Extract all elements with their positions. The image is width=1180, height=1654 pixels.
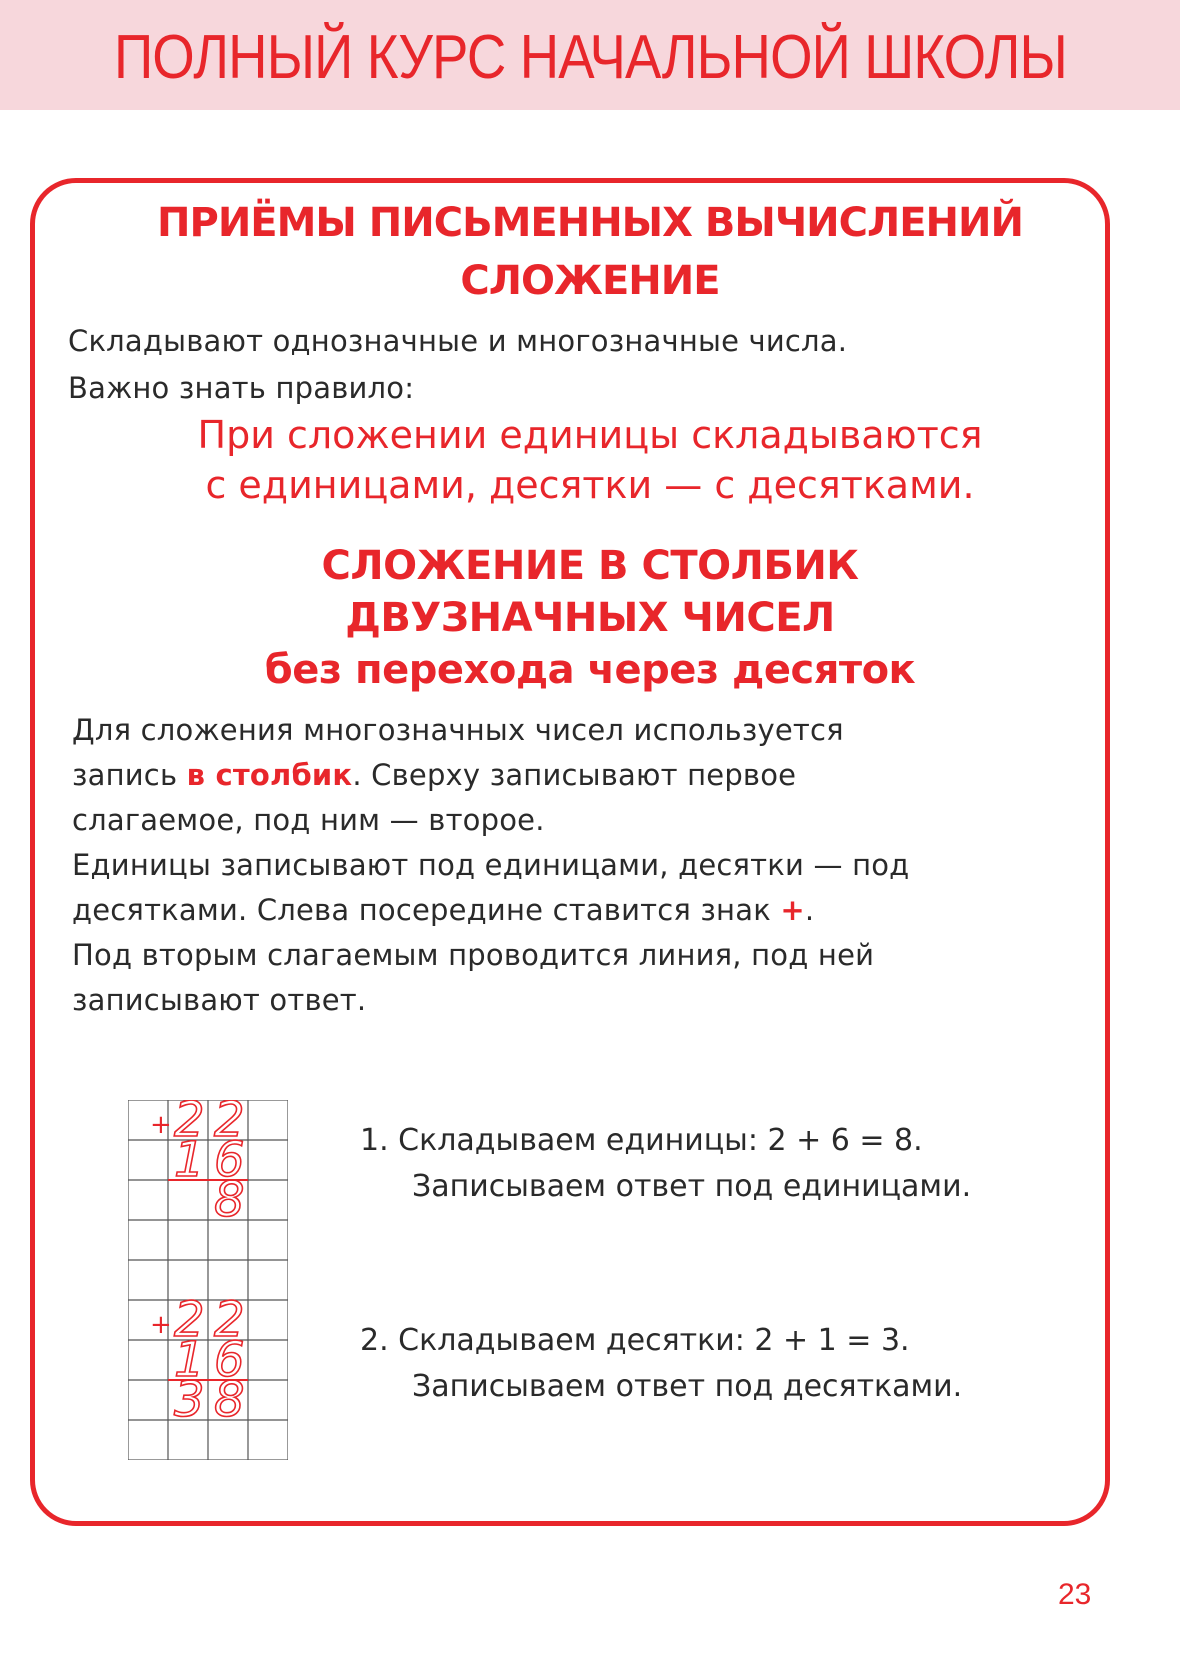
column-term: в столбик bbox=[186, 758, 353, 792]
digit: 8 bbox=[214, 1172, 245, 1228]
step-line: Записываем ответ под единицами. bbox=[412, 1169, 972, 1204]
explanation-line: Единицы записывают под единицами, десятки — под bbox=[72, 848, 910, 882]
plus-sign: + bbox=[150, 1110, 172, 1140]
digit: 3 bbox=[174, 1372, 205, 1428]
section-heading-line: ДВУЗНАЧНЫХ ЧИСЕЛ bbox=[345, 595, 835, 641]
step-1 bbox=[360, 1118, 971, 1210]
explanation-line: слагаемое, под ним — второе. bbox=[72, 803, 545, 837]
explanation-line: Для сложения многозначных чисел используется bbox=[72, 713, 844, 747]
intro-line: Важно знать правило: bbox=[68, 371, 415, 405]
grid-lines bbox=[128, 1100, 288, 1460]
step-line: 2. Складываем десятки: 2 + 1 = 3. bbox=[360, 1323, 910, 1358]
rule-line: с единицами, десятки — с десятками. bbox=[205, 463, 975, 507]
addition-rule bbox=[0, 410, 1180, 510]
digit: 1 bbox=[174, 1332, 205, 1388]
explanation-line: запись в столбик. Сверху записывают первое bbox=[72, 758, 797, 792]
page-header bbox=[0, 0, 1180, 110]
digit: 6 bbox=[214, 1132, 245, 1188]
explanation-line: записывают ответ. bbox=[72, 983, 367, 1017]
explanation-line: Под вторым слагаемым проводится линия, под ней bbox=[72, 938, 875, 972]
card-title: ПРИЁМЫ ПИСЬМЕННЫХ ВЫЧИСЛЕНИЙ bbox=[157, 200, 1023, 246]
digit: 1 bbox=[174, 1132, 205, 1188]
explanation-text bbox=[72, 708, 909, 1023]
digit: 8 bbox=[214, 1372, 245, 1428]
digit: 2 bbox=[214, 1100, 245, 1148]
digit: 2 bbox=[214, 1292, 245, 1348]
step-line: 1. Складываем единицы: 2 + 6 = 8. bbox=[360, 1123, 923, 1158]
column-addition-heading bbox=[0, 540, 1180, 696]
explanation-line: десятками. Слева посередине ставится знак +. bbox=[72, 893, 815, 927]
series-title: ПОЛНЫЙ КУРС НАЧАЛЬНОЙ ШКОЛЫ bbox=[113, 23, 1067, 92]
page-number: 23 bbox=[1058, 1578, 1092, 1611]
digit: 2 bbox=[174, 1292, 205, 1348]
intro-line: Складывают однозначные и многозначные числа. bbox=[68, 324, 848, 358]
section-heading-line: без перехода через десяток bbox=[264, 647, 916, 693]
section-heading-line: СЛОЖЕНИЕ В СТОЛБИК bbox=[321, 543, 859, 589]
card-subtitle: СЛОЖЕНИЕ bbox=[460, 258, 720, 304]
example-1 bbox=[150, 1100, 248, 1228]
plus-sign: + bbox=[780, 893, 805, 927]
intro-text bbox=[68, 318, 847, 412]
step-2 bbox=[360, 1318, 962, 1410]
example-2 bbox=[150, 1292, 248, 1428]
rule-line: При сложении единицы складываются bbox=[197, 413, 983, 457]
digit: 2 bbox=[174, 1100, 205, 1148]
digit: 6 bbox=[214, 1332, 245, 1388]
column-addition-grid bbox=[128, 1100, 288, 1460]
step-line: Записываем ответ под десятками. bbox=[412, 1369, 963, 1404]
plus-sign: + bbox=[150, 1310, 172, 1340]
